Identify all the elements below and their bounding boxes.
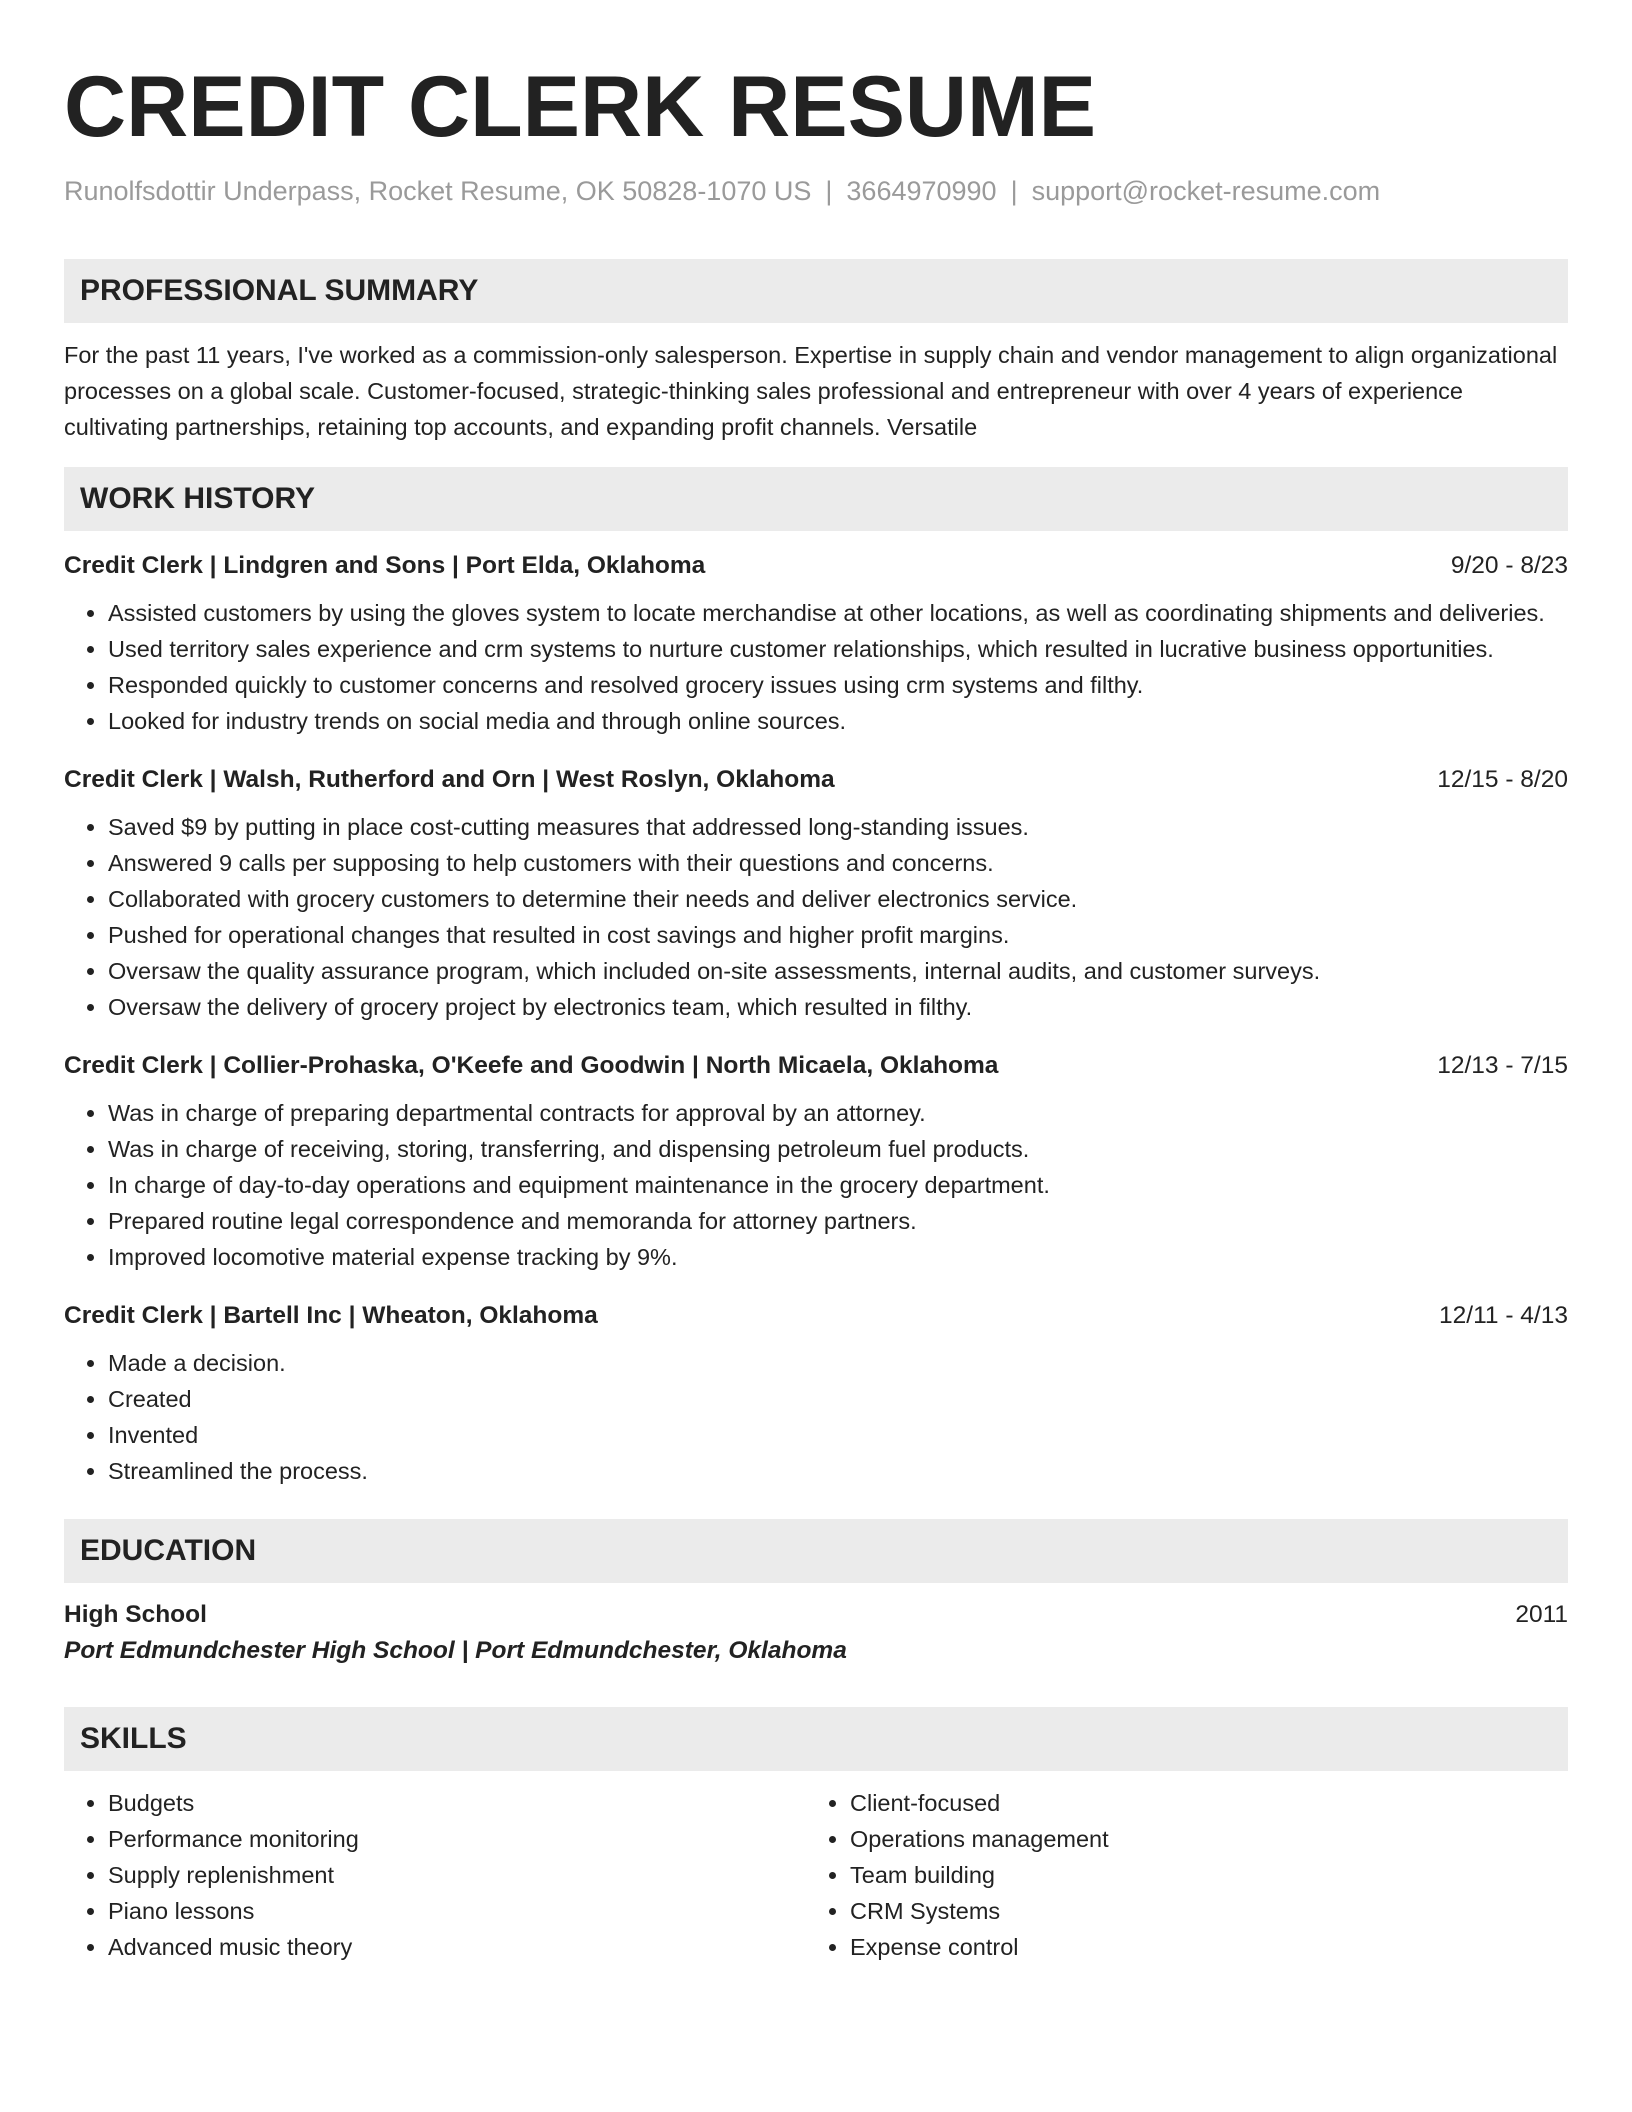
skills-left-column <box>64 1785 806 1965</box>
job-header <box>64 763 1568 797</box>
job-bullets <box>64 595 1568 739</box>
contact-separator: | <box>825 176 833 206</box>
skill-item: • Performance monitoring <box>108 1821 806 1857</box>
job-bullet: • Answered 9 calls per supposing to help customers with their questions and concerns. <box>108 845 1568 881</box>
job-bullet: • Oversaw the quality assurance program, which included on-site assessments, internal audits, and customer surveys. <box>108 953 1568 989</box>
section-header-work-history: WORK HISTORY <box>64 467 1568 531</box>
job-title: Credit Clerk | Walsh, Rutherford and Orn | West Roslyn, Oklahoma <box>64 766 835 793</box>
skill-item: • Piano lessons <box>108 1893 806 1929</box>
job-title: Credit Clerk | Collier-Prohaska, O'Keefe and Goodwin | North Micaela, Oklahoma <box>64 1052 999 1079</box>
job-entry <box>64 1049 1568 1275</box>
job-bullet: • Looked for industry trends on social media and through online sources. <box>108 703 1568 739</box>
job-bullet: • Created <box>108 1381 1568 1417</box>
skill-item: • Operations management <box>850 1821 1548 1857</box>
education-header <box>64 1597 1568 1633</box>
job-header <box>64 1299 1568 1333</box>
resume-title: CREDIT CLERK RESUME <box>64 59 1097 155</box>
contact-line <box>64 176 1568 207</box>
contact-address: Runolfsdottir Underpass, Rocket Resume, OK 50828-1070 US <box>64 176 812 206</box>
job-bullet: • Improved locomotive material expense tracking by 9%. <box>108 1239 1568 1275</box>
skill-item: • Team building <box>850 1857 1548 1893</box>
job-title: Credit Clerk | Lindgren and Sons | Port Elda, Oklahoma <box>64 552 706 579</box>
job-bullet: • Pushed for operational changes that resulted in cost savings and higher profit margins. <box>108 917 1568 953</box>
job-dates: 12/15 - 8/20 <box>1437 766 1568 793</box>
skill-item: • Client-focused <box>850 1785 1548 1821</box>
job-dates: 9/20 - 8/23 <box>1450 552 1568 579</box>
education-school: Port Edmundchester High School | Port Edmundchester, Oklahoma <box>64 1637 847 1664</box>
job-header <box>64 549 1568 583</box>
summary-text: For the past 11 years, I've worked as a commission-only salesperson. Expertise in supply chain and vendor management to align organizational processes on a global scale. Customer-focused, strategic-thinking sales professional and entrepreneur with over 4 years of experience cultivating partnerships, retaining top accounts, and expanding profit channels. Versatile <box>64 342 1558 440</box>
skill-item: • Advanced music theory <box>108 1929 806 1965</box>
skill-item: • CRM Systems <box>850 1893 1548 1929</box>
skills-columns <box>64 1785 1568 1965</box>
job-entry <box>64 1299 1568 1489</box>
job-bullet: • Responded quickly to customer concerns and resolved grocery issues using crm systems and filthy. <box>108 667 1568 703</box>
skill-item: • Budgets <box>108 1785 806 1821</box>
section-header-summary: PROFESSIONAL SUMMARY <box>64 259 1568 323</box>
skill-item: • Supply replenishment <box>108 1857 806 1893</box>
job-bullet: • Collaborated with grocery customers to determine their needs and deliver electronics service. <box>108 881 1568 917</box>
job-dates: 12/11 - 4/13 <box>1439 1302 1568 1329</box>
job-bullet: • Prepared routine legal correspondence and memoranda for attorney partners. <box>108 1203 1568 1239</box>
job-bullet: • Used territory sales experience and crm systems to nurture customer relationships, which resulted in lucrative business opportunities. <box>108 631 1568 667</box>
job-entry <box>64 549 1568 739</box>
section-header-education: EDUCATION <box>64 1519 1568 1583</box>
job-bullet: • Was in charge of preparing departmental contracts for approval by an attorney. <box>108 1095 1568 1131</box>
job-header <box>64 1049 1568 1083</box>
job-bullets <box>64 1345 1568 1489</box>
education-degree: High School <box>64 1601 207 1628</box>
job-bullet: • Made a decision. <box>108 1345 1568 1381</box>
job-bullet: • Oversaw the delivery of grocery project by electronics team, which resulted in filthy. <box>108 989 1568 1025</box>
education-year: 2011 <box>1515 1601 1568 1628</box>
job-bullet: • Was in charge of receiving, storing, transferring, and dispensing petroleum fuel products. <box>108 1131 1568 1167</box>
job-bullet: • Assisted customers by using the gloves system to locate merchandise at other locations, as well as coordinating shipments and deliveries. <box>108 595 1568 631</box>
contact-phone: 3664970990 <box>846 176 997 206</box>
job-bullet: • Streamlined the process. <box>108 1453 1568 1489</box>
job-bullets <box>64 809 1568 1025</box>
contact-separator: | <box>1010 176 1018 206</box>
job-bullet: • In charge of day-to-day operations and equipment maintenance in the grocery department. <box>108 1167 1568 1203</box>
job-entry <box>64 763 1568 1025</box>
skill-item: • Expense control <box>850 1929 1548 1965</box>
job-title: Credit Clerk | Bartell Inc | Wheaton, Oklahoma <box>64 1302 598 1329</box>
job-bullet: • Invented <box>108 1417 1568 1453</box>
job-bullets <box>64 1095 1568 1275</box>
skills-right-column <box>806 1785 1548 1965</box>
job-dates: 12/13 - 7/15 <box>1437 1052 1568 1079</box>
contact-email: support@rocket-resume.com <box>1031 176 1381 206</box>
job-bullet: • Saved $9 by putting in place cost-cutting measures that addressed long-standing issues. <box>108 809 1568 845</box>
section-header-skills: SKILLS <box>64 1707 1568 1771</box>
